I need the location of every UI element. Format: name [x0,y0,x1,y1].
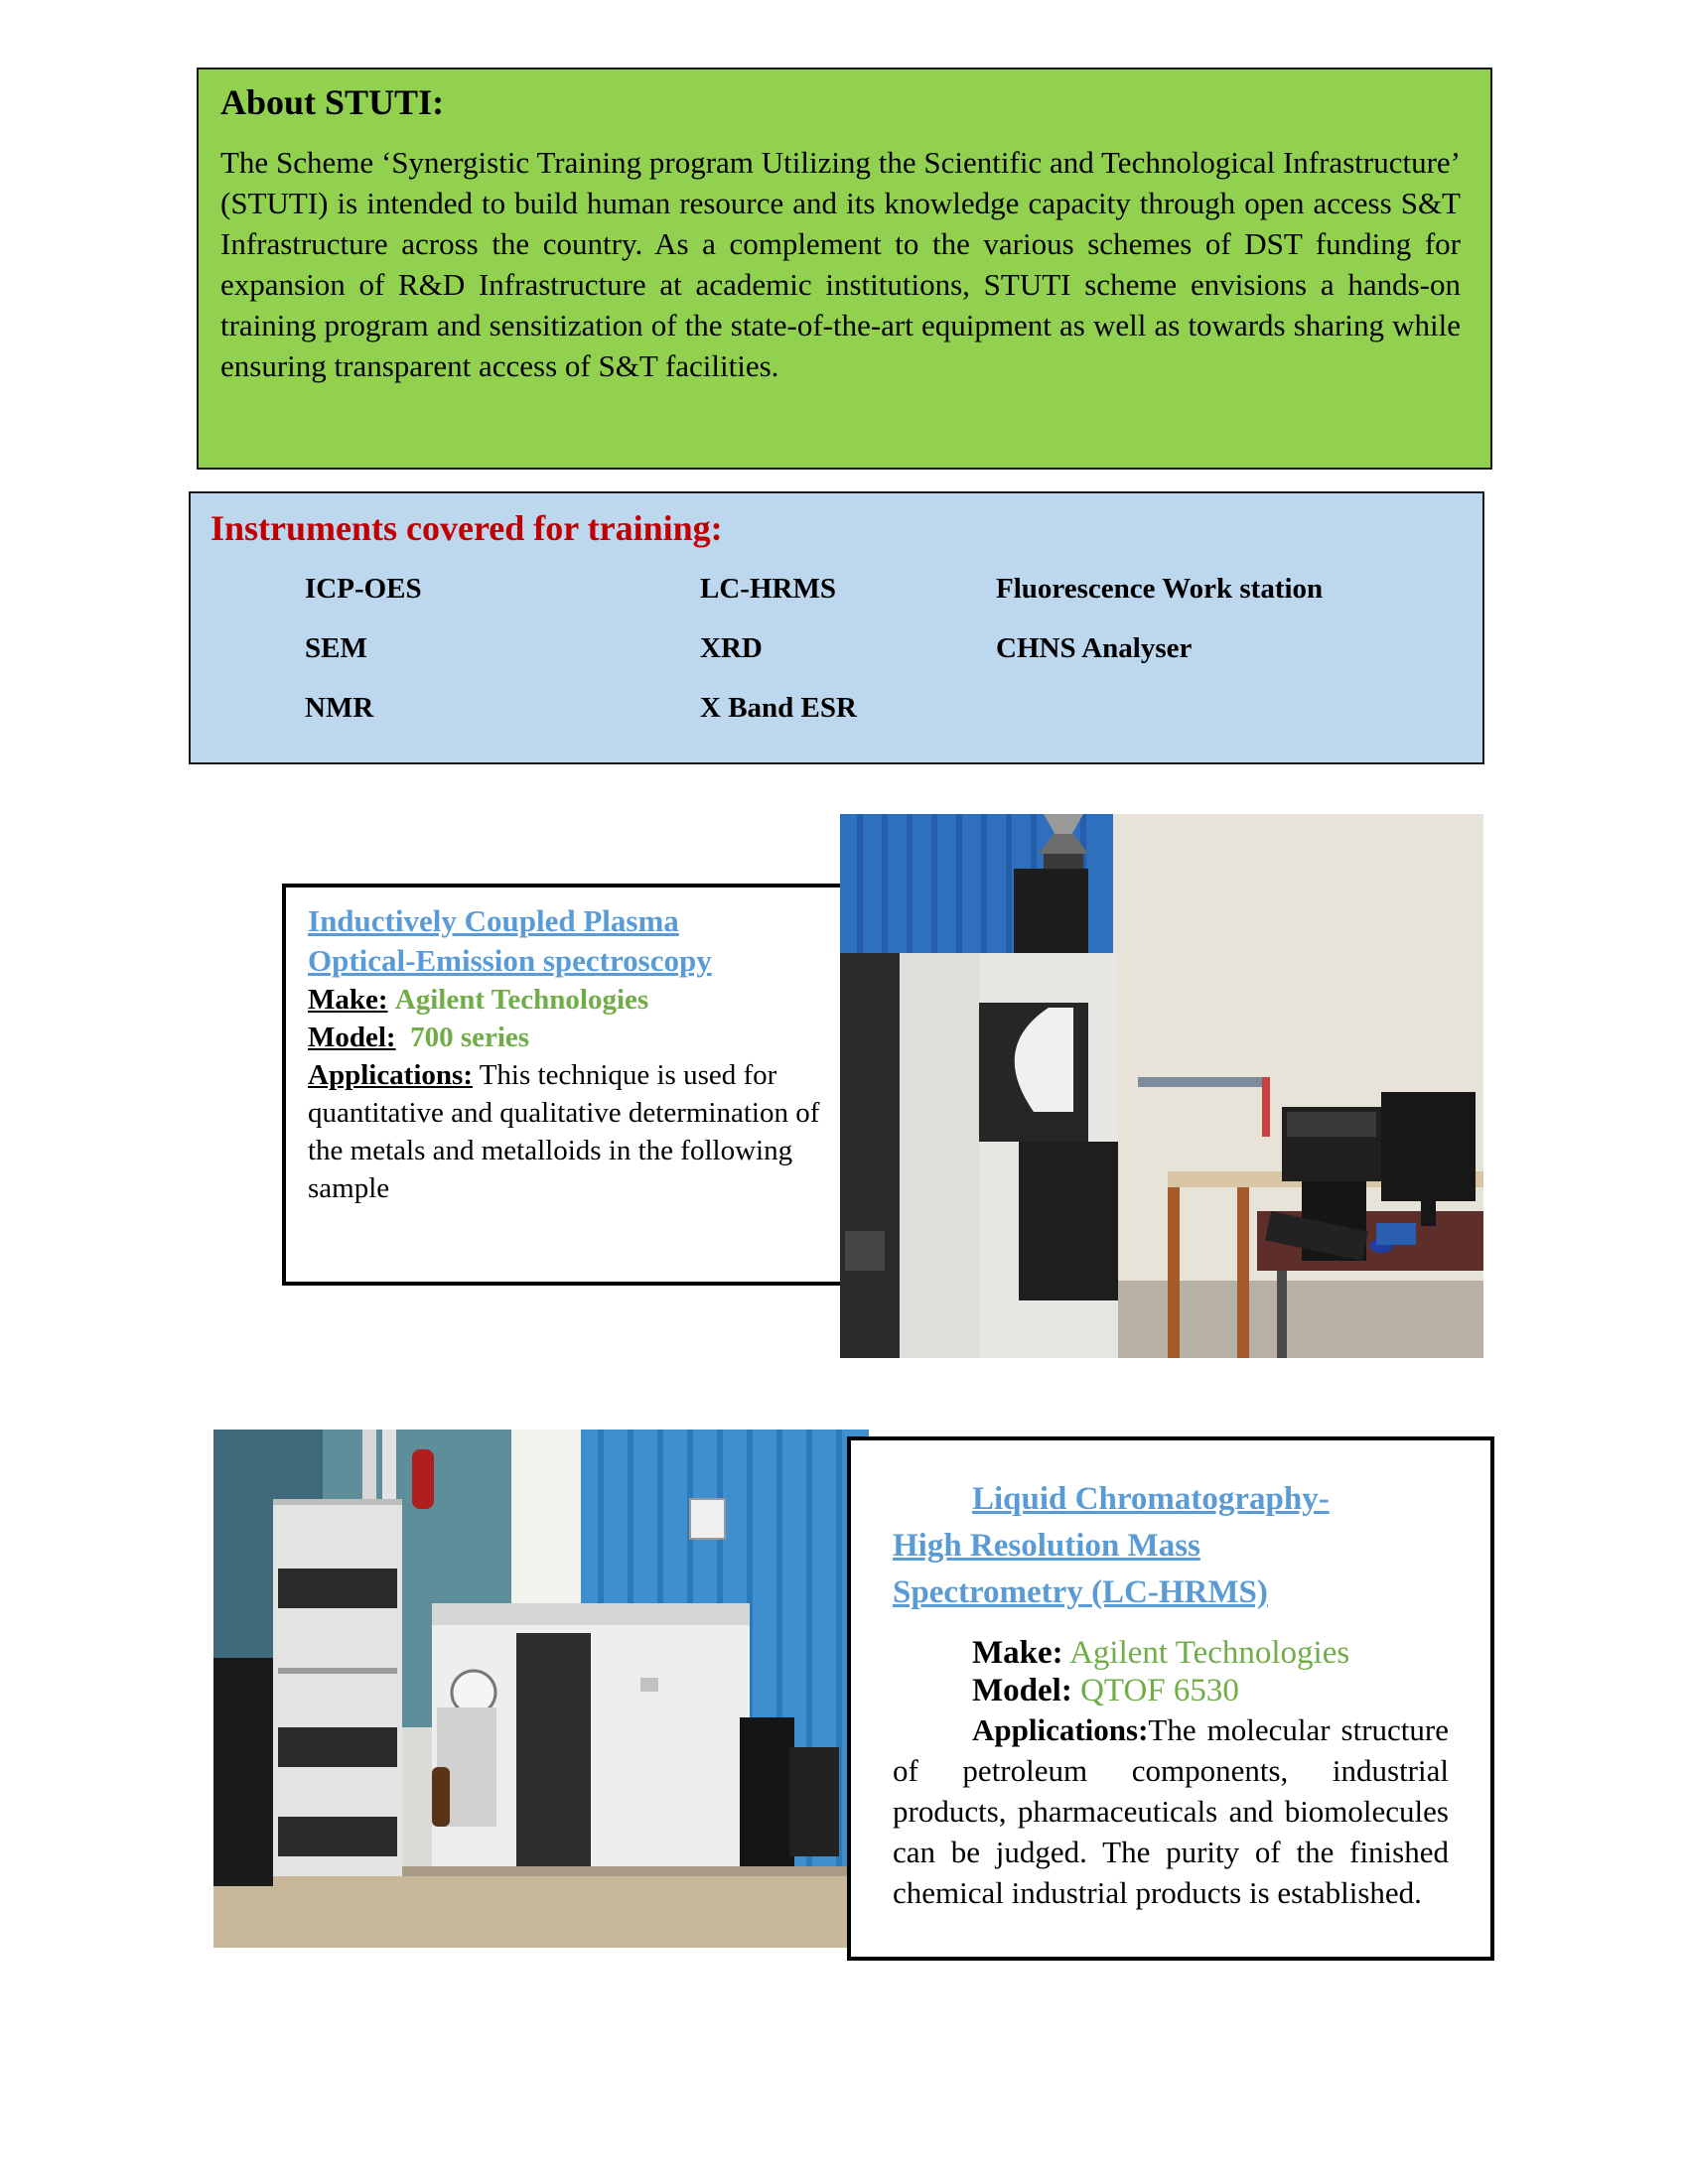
about-heading: About STUTI: [220,82,445,122]
model-label: Model: [308,1022,396,1053]
make-label: Make: [308,984,388,1016]
instrument-item: Fluorescence Work station [996,573,1324,605]
lc-hrms-card [847,1436,1494,1961]
lchrms-title-line: Liquid Chromatography- [972,1481,1330,1517]
applications-text: The molecular structure of petroleum components, industrial products, pharmaceuticals and biomolecules can be judged. The purity of the finished chemical industrial products is established. [893,1712,1449,1910]
make-value: Agilent Technologies [394,984,649,1016]
model-label: Model: [972,1673,1072,1708]
instrument-item: SEM [305,632,367,664]
instrument-item: NMR [305,692,374,724]
icp-title-line: Inductively Coupled Plasma [308,903,679,938]
lchrms-model [893,1672,1449,1709]
about-body: The Scheme ‘Synergistic Training program Utilizing the Scientific and Technological Infrastructure’ (STUTI) is intended to build human resource and its knowledge capacity through open access S&T Infrastructure across the country. As a complement to the various schemes of DST funding for expansion of R&D Infrastructure at academic institutions, STUTI scheme envisions a hands-on training program and sensitization of the state-of-the-art equipment as well as towards sharing while ensuring transparent access of S&T facilities. [220,145,1461,384]
instrument-item: X Band ESR [700,692,857,724]
icp-applications [308,1056,830,1207]
instrument-item: LC-HRMS [700,573,836,605]
icp-title[interactable] [308,901,830,981]
instrument-item: ICP-OES [305,573,422,605]
instruments-box [189,491,1484,764]
applications-text: This technique is used for quantitative and qualitative determination of the metals and metalloids in the following sample [308,1059,820,1204]
icp-make [308,981,830,1019]
lchrms-title-line: High Resolution Mass [893,1528,1200,1564]
model-value: 700 series [410,1022,530,1053]
applications-label: Applications: [308,1059,473,1091]
icp-model [308,1019,830,1056]
make-value: Agilent Technologies [1069,1635,1350,1671]
instrument-item: CHNS Analyser [996,632,1193,664]
lchrms-applications [893,1709,1449,1913]
lchrms-make [893,1634,1449,1672]
icp-oes-instrument-photo [840,814,1483,1358]
icp-title-line: Optical-Emission spectroscopy [308,943,712,978]
instrument-item: XRD [700,632,763,664]
make-label: Make: [972,1635,1063,1671]
applications-label: Applications: [972,1712,1149,1747]
instruments-heading: Instruments covered for training: [211,508,723,548]
icp-oes-card [282,884,848,1286]
lchrms-title-line: Spectrometry (LC-HRMS) [893,1574,1268,1610]
model-value: QTOF 6530 [1080,1673,1239,1708]
about-stuti-box [197,68,1492,470]
lc-hrms-instrument-photo [213,1430,869,1948]
lchrms-title[interactable] [893,1476,1449,1616]
